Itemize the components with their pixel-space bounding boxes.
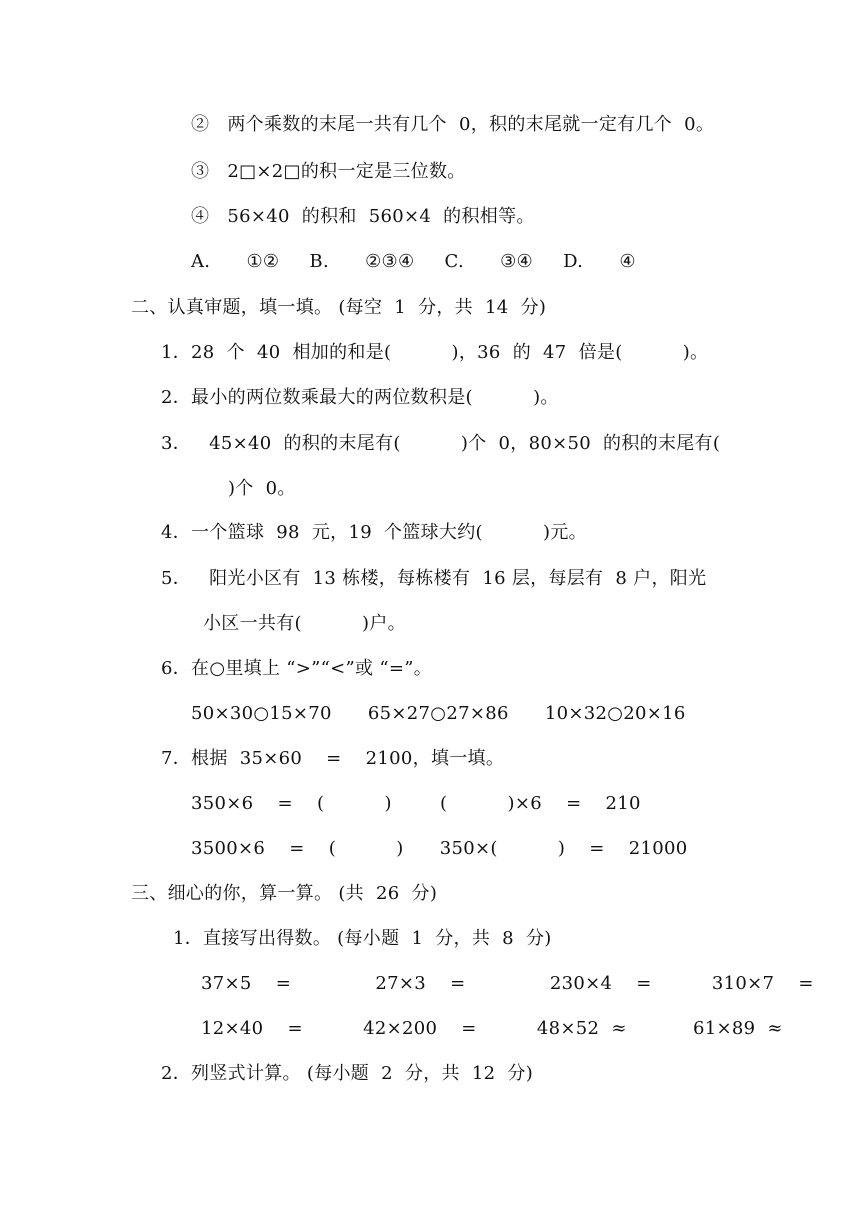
statement-3: ③ 2□×2□的积一定是三位数。 <box>191 161 466 182</box>
question-3-line-2: )个 0。 <box>228 478 296 499</box>
section-3-heading: 三、细心的你，算一算。 (共 26 分) <box>131 883 438 904</box>
question-7: 7．根据 35×60 = 2100，填一填。 <box>161 748 505 769</box>
question-1: 1．28 个 40 相加的和是( )，36 的 47 倍是( )。 <box>161 342 709 363</box>
question-5-line-1: 5． 阳光小区有 13 栋楼，每栋楼有 16 层，每层有 8 户，阳光 <box>161 568 707 589</box>
question-6-expressions: 50×30○15×70 65×27○27×86 10×32○20×16 <box>191 703 686 724</box>
question-3-line-1: 3． 45×40 的积的末尾有( )个 0，80×50 的积的末尾有( <box>161 433 721 454</box>
statement-2: ② 两个乘数的末尾一共有几个 0，积的末尾就一定有几个 0。 <box>191 114 715 135</box>
choice-options: A. ①② B. ②③④ C. ③④ D. ④ <box>191 251 636 272</box>
mental-math-row-1: 37×5 = 27×3 = 230×4 = 310×7 = <box>201 973 814 994</box>
question-7-row-2: 3500×6 = ( ) 350×( ) = 21000 <box>191 838 688 859</box>
subsection-2: 2．列竖式计算。 (每小题 2 分，共 12 分) <box>161 1063 534 1084</box>
question-5-line-2: 小区一共有( )户。 <box>203 613 406 634</box>
question-2: 2．最小的两位数乘最大的两位数积是( )。 <box>161 387 559 408</box>
statement-4: ④ 56×40 的积和 560×4 的积相等。 <box>191 206 535 227</box>
question-7-row-1: 350×6 = ( ) ( )×6 = 210 <box>191 793 641 814</box>
question-6: 6．在○里填上 “>”“<”或 “=”。 <box>161 658 433 679</box>
section-2-heading: 二、认真审题，填一填。 (每空 1 分，共 14 分) <box>131 297 547 318</box>
mental-math-row-2: 12×40 = 42×200 = 48×52 ≈ 61×89 ≈ <box>201 1018 783 1039</box>
subsection-1: 1．直接写出得数。 (每小题 1 分，共 8 分) <box>173 928 552 949</box>
question-4: 4．一个篮球 98 元，19 个篮球大约( )元。 <box>161 522 587 543</box>
